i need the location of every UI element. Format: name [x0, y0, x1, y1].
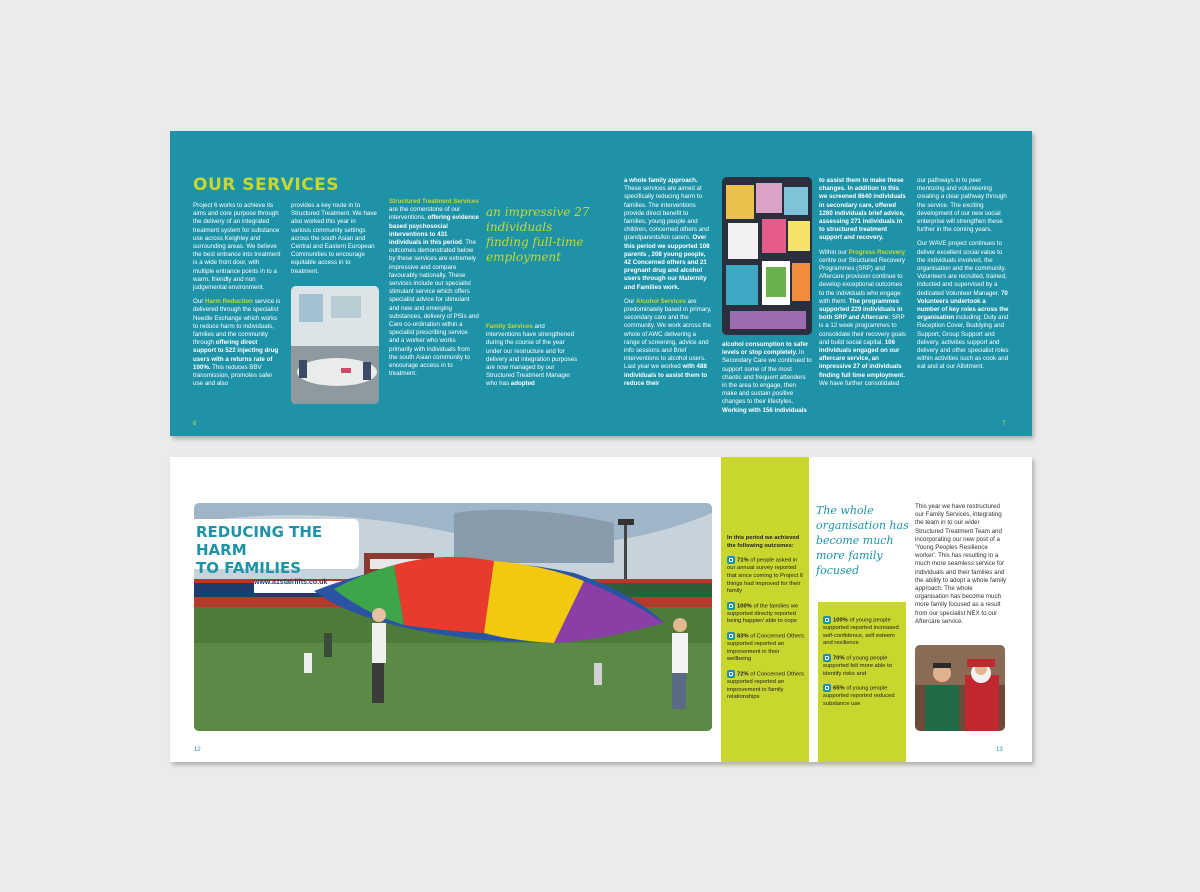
outcome-item: 71% of people asked in our annual survey reported that since coming to Project 6 things had improved for their family: [727, 557, 804, 595]
home-icon: [727, 556, 735, 564]
santa-photo: [915, 645, 1005, 731]
paragraph: our pathways in to peer mentoring and volunteering creating a clear pathway through the service. The exciting development of our new social enterprise will strengthen these further in the coming years.: [917, 177, 1007, 234]
text-column-7: [819, 177, 909, 394]
paragraph: Structured Treatment Services are the cornerstone of our interventions, offering evidence based psychosocial interventions to 431 individuals in this period. The outcomes demonstrated below by these services are extremely impressive and compare favourably nationally. These services include our specialist stimulant service which offers specialist advice for stimulant and new and emerging substances, delivery of PSIs and Care co-ordination within a specialist prescribing service and a worker who works primarily with individuals from the south Asian community to encourage access in to treatment.: [389, 198, 479, 378]
outcome-item: 72% of Concerned Others supported reported an improvement in family relationships: [727, 671, 805, 701]
paragraph: Family Services and interventions have strengthened during the course of the year under our restructure and for delivery and integration purposes are now managed by our Structured Treatment Manager who has adopted: [486, 323, 578, 388]
page-number-right: 13: [996, 747, 1003, 753]
outcomes-list: [727, 535, 805, 708]
young-people-outcomes-panel: [818, 602, 906, 762]
outcomes-intro: In this period we achieved the following outcomes:: [727, 535, 800, 549]
text-column-6: [722, 341, 812, 421]
outcome-item: 83% of Concerned Others supported reported an improvement in their wellbeing: [727, 633, 805, 663]
page-number-right: 7: [1002, 421, 1006, 427]
text-column-4: [486, 323, 578, 395]
paragraph: Our Harm Reduction service is delivered through the specialist Needle Exchange which works to reduce harm to individuals, families and the community through offering direct support to 522 injecting drug users with a returns rate of 100%. This reduces BBV transmission, promotes safer use and also: [193, 298, 281, 388]
section-title: REDUCING THE HARM TO FAMILIES: [196, 523, 323, 577]
office-meeting-room-photo: [291, 286, 379, 404]
home-icon: [727, 670, 735, 678]
pull-quote: The whole organisation has become much more family focused: [816, 504, 909, 577]
text-column-3: [389, 198, 479, 384]
text-column-2: [291, 202, 377, 282]
paragraph: Our WAVE project continues to deliver excellent social value to the individuals involved, the organisation and the community. Volunteers are recruited, trained, inducted and supervised by a dedicated Volunteer Manager. 70 Volunteers undertook a number of key roles across the organisation including; Duty and Reception Cover, Buddying and Support, Group Support and delivery, activities support and delivery and other specialist roles within activities such as cook and eat and at our Allotment.: [917, 240, 1009, 371]
paragraph: Project 6 works to achieve its aims and core purpose through the delivery of an integrated treatment system for substance use across Keighley and surrounding areas. We believe the best entrance into treatment is a wide front door, with multiple entrance points in to a warm, friendly and non judgemental environment.: [193, 202, 281, 292]
brochure-spread-reducing-harm: [170, 457, 1032, 762]
paragraph: This year we have restructured our Family Services, integrating the team in to our wider Structured Treatment Team and incorporating our new post of a 'Young Peoples Resilience worker'. This has resulting in a much more seamless service for individuals and their families and the ability to adopt a whole family approach. The whole organisation has become much more family focused as a result from our specialist NEX to our Aftercare service.: [915, 503, 1007, 625]
paragraph: Our Alcohol Services are predominately based in primary, secondary care and the community. We work across the whole of AWC delivering a range of screening, advice and info sessions and Brief interventions to alcohol users. Last year we worked with 488 individuals to assist them to reduce their: [624, 297, 712, 387]
page-number-left: 6: [193, 421, 197, 427]
section-title: OUR SERVICES: [193, 175, 340, 195]
paragraph: a whole family approach. These services are aimed at specifically reducing harm to families. The interventions provide direct benefit to families, young people and children, concerned others and grandparents/kin carers. Over this period we supported 108 parents , 208 young people, 42 Concerned others and 21 pregnant drug and alcohol users through our Maternity and Families work.: [624, 177, 710, 291]
outcome-item: 100% of the families we supported directly reported being happier/ able to cope: [727, 603, 799, 625]
paragraph: Within our Progress Recovery centre our Structured Recovery Programmes (SRP) and Aftercare provision continue to develop exceptional outcomes to the individuals who engage with them. The programmes supported 229 individuals in both SRP and Aftercare: SRP is a 12 week programmes to consolidate their recovery goals and build social capital. 106 individuals engaged on our aftercare service, an impressive 27 of individuals finding full time employment. We have further consolidated: [819, 248, 907, 387]
home-icon: [823, 684, 831, 692]
text-column-1: [193, 202, 281, 394]
paragraph: alcohol consumption to safer levels or stop completely. In Secondary Care we continued to support some of the most chaotic and frequent attenders in the area to engage, then make and sustain positive changes to their lifestyles. Working with 156 individuals: [722, 341, 812, 414]
home-icon: [823, 654, 831, 662]
text-column-5: [624, 177, 712, 394]
paragraph: to assist them to make these changes. In addition to this we screened 8640 individuals in secondary care, offered 1280 individuals brief advice, assessing 271 individuals in to structured treatment support and recovery.: [819, 177, 906, 242]
text-column-8: [917, 177, 1009, 378]
outcomes-panel: [721, 457, 809, 762]
outcome-item: 70% of young people supported felt more able to identify risks and: [823, 655, 892, 677]
paragraph: provides a key route in to Structured Treatment. We have also worked this year in various community settings across the south Asian and Central and Eastern European Communities to encourage equitable access in to treatment.: [291, 202, 377, 275]
home-icon: [727, 602, 735, 610]
home-icon: [823, 616, 831, 624]
leaflets-table-photo: [722, 177, 812, 335]
home-icon: [727, 632, 735, 640]
young-outcomes-list: [823, 616, 903, 715]
outcome-item: 65% of young people supported reported reduced substance use: [823, 685, 895, 707]
pull-quote: an impressive 27 individuals finding full-time employment: [486, 205, 590, 264]
page-number-left: 12: [194, 747, 201, 753]
section-title-box: [194, 519, 359, 577]
brochure-spread-our-services: [170, 131, 1032, 436]
banner-website-text: www.a1stairlifts.co.uk: [254, 579, 328, 586]
outcome-item: 100% of young people supported reported increased self-confidence, self esteem and resilience: [823, 617, 899, 647]
text-column-right: [915, 503, 1007, 632]
